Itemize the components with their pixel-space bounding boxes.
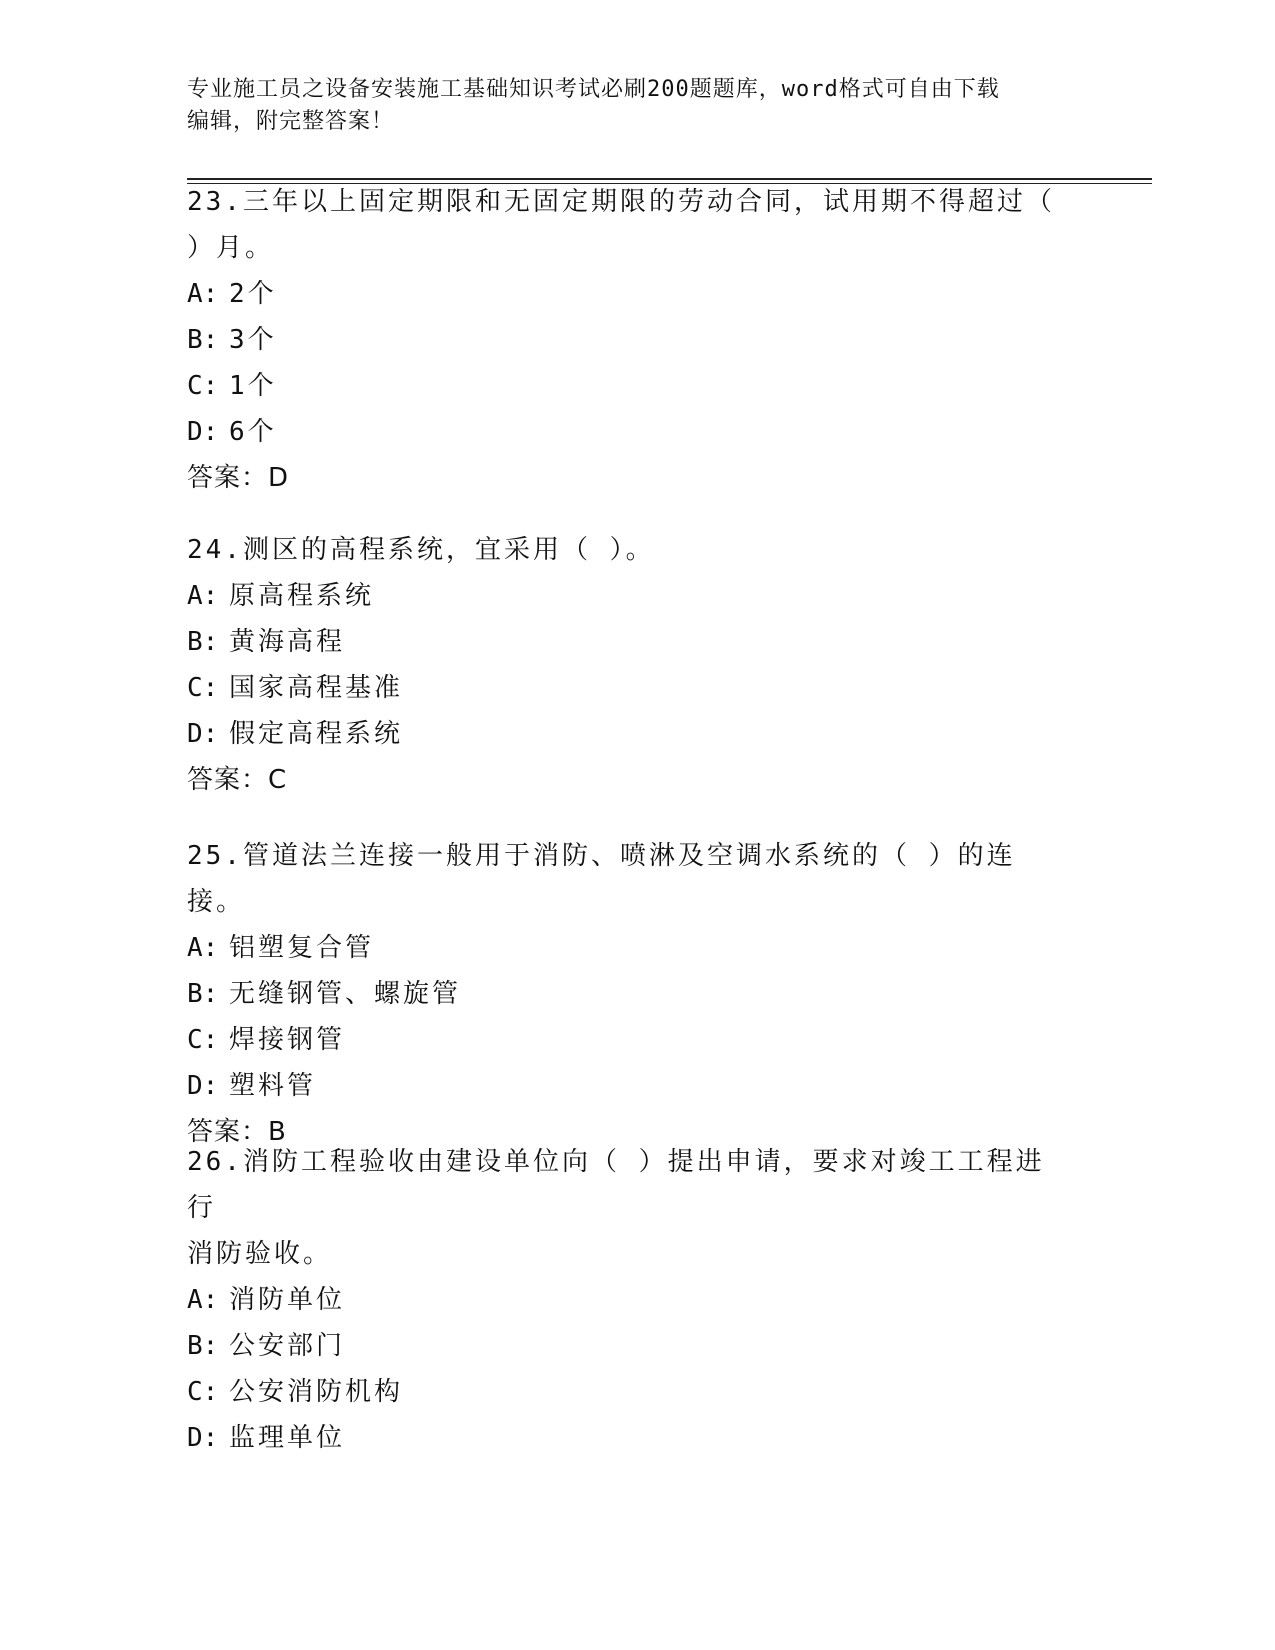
option-label: D: [187,417,219,447]
question-stem-line-2: ）月。 [187,233,275,263]
option-label: C: [187,1377,219,1407]
option-b [187,1323,1067,1369]
option-text: 公安消防机构 [229,1377,404,1407]
option-text: 无缝钢管、螺旋管 [229,979,462,1009]
option-text: 消防单位 [229,1285,346,1315]
option-text: 假定高程系统 [229,719,404,749]
option-b [187,619,1067,665]
option-text: 监理单位 [229,1423,346,1453]
option-label: A: [187,581,219,611]
option-text: 黄海高程 [229,627,346,657]
option-b [187,317,1067,363]
option-label: A: [187,933,219,963]
question-24 [187,527,1067,803]
question-stem-line-1: 25.管道法兰连接一般用于消防、喷淋及空调水系统的（ ）的连接。 [187,841,1016,917]
answer-line: 答案：D [187,463,290,493]
question-stem-line-1: 26.消防工程验收由建设单位向（ ）提出申请，要求对竣工工程进行 [187,1147,1045,1223]
option-c [187,1017,1067,1063]
option-label: A: [187,1285,219,1315]
option-label: B: [187,979,219,1009]
option-text: 国家高程基准 [229,673,404,703]
question-25 [187,833,1067,1155]
option-label: A: [187,279,219,309]
option-text: 铝塑复合管 [229,933,375,963]
option-label: C: [187,1025,219,1055]
option-text: 公安部门 [229,1331,346,1361]
answer-line: 答案：C [187,765,288,795]
option-label: D: [187,1071,219,1101]
question-26 [187,1139,1067,1461]
header-title-line-1: 专业施工员之设备安装施工基础知识考试必刷200题题库，word格式可自由下载 [187,77,1000,102]
option-c [187,1369,1067,1415]
option-text: 6个 [229,417,277,447]
option-text: 2个 [229,279,277,309]
option-label: C: [187,371,219,401]
option-a [187,925,1067,971]
question-stem-line-2: 消防验收。 [187,1239,333,1269]
option-d [187,711,1067,757]
option-label: D: [187,719,219,749]
option-b [187,971,1067,1017]
option-d [187,1063,1067,1109]
question-stem-line-1: 23.三年以上固定期限和无固定期限的劳动合同，试用期不得超过（ [187,187,1055,217]
option-c [187,665,1067,711]
option-text: 焊接钢管 [229,1025,346,1055]
option-a [187,1277,1067,1323]
option-label: B: [187,325,219,355]
option-text: 3个 [229,325,277,355]
option-label: D: [187,1423,219,1453]
option-text: 原高程系统 [229,581,375,611]
option-a [187,573,1067,619]
option-label: C: [187,673,219,703]
document-header [187,74,1067,138]
question-stem-line-1: 24.测区的高程系统，宜采用（ ）。 [187,535,655,565]
option-a [187,271,1067,317]
question-23 [187,179,1067,501]
option-d [187,1415,1067,1461]
option-c [187,363,1067,409]
option-d [187,409,1067,455]
header-title-line-2: 编辑，附完整答案！ [187,109,395,134]
option-label: B: [187,1331,219,1361]
option-text: 1个 [229,371,277,401]
option-text: 塑料管 [229,1071,317,1101]
answer-line: 答案：B [187,1117,287,1147]
option-label: B: [187,627,219,657]
